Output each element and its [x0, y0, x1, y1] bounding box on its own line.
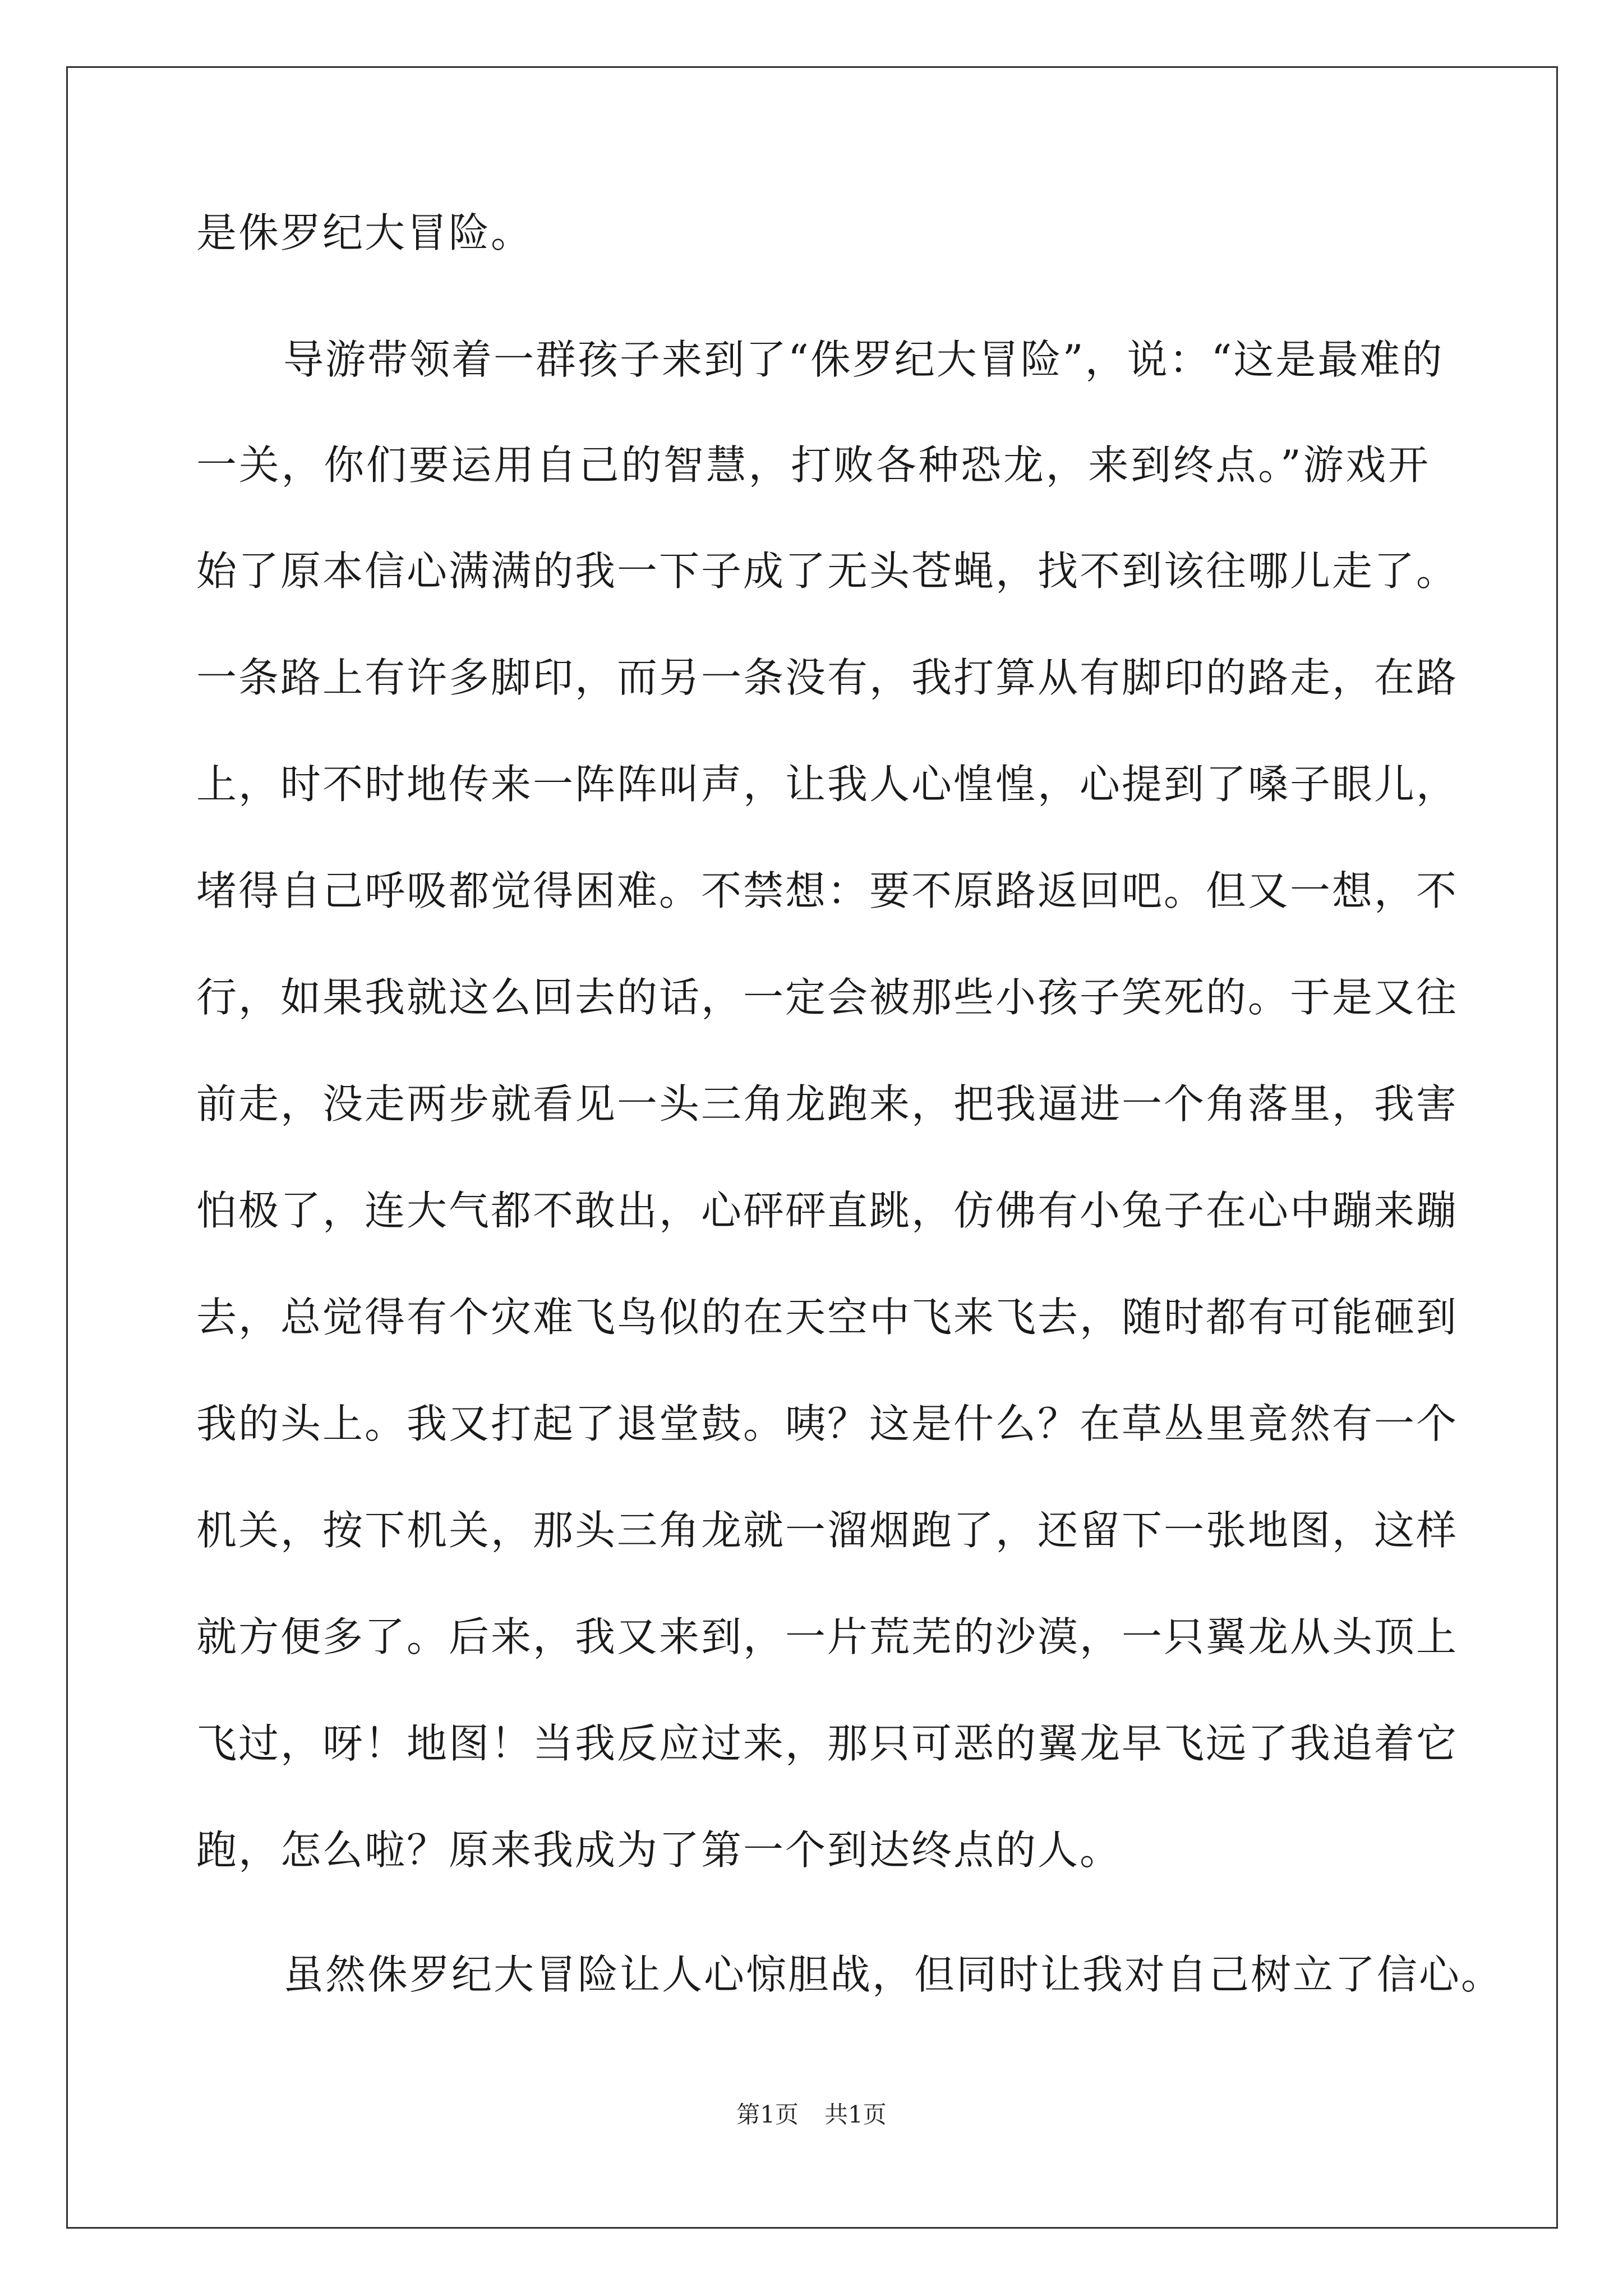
text-line-3: 一关，你们要运用自己的智慧，打败各种恐龙，来到终点。”游戏开	[196, 441, 1430, 489]
page-border	[66, 66, 1558, 2229]
text-line-9: 前走，没走两步就看见一头三角龙跑来，把我逼进一个角落里，我害	[196, 1080, 1459, 1128]
text-line-4: 始了原本信心满满的我一下子成了无头苍蝇，找不到该往哪儿走了。	[196, 547, 1459, 595]
text-line-10: 怕极了，连大气都不敢出，心砰砰直跳，仿佛有小兔子在心中蹦来蹦	[196, 1187, 1459, 1234]
page-number: 第1页	[736, 2101, 799, 2128]
text-line-11: 去，总觉得有个灾难飞鸟似的在天空中飞来飞去，随时都有可能砸到	[196, 1294, 1459, 1341]
text-line-15: 飞过，呀！地图！当我反应过来，那只可恶的翼龙早飞远了我追着它	[196, 1720, 1459, 1767]
text-line-13: 机关，按下机关，那头三角龙就一溜烟跑了，还留下一张地图，这样	[196, 1507, 1459, 1554]
page-total: 共1页	[824, 2101, 887, 2128]
text-line-14: 就方便多了。后来，我又来到，一片荒芜的沙漠，一只翼龙从头顶上	[196, 1613, 1459, 1660]
text-line-16: 跑，怎么啦？原来我成为了第一个到达终点的人。	[196, 1826, 1122, 1874]
text-line-1: 是侏罗纪大冒险。	[196, 209, 533, 256]
text-line-2: 导游带领着一群孩子来到了“侏罗纪大冒险”，说：“这是最难的	[283, 336, 1444, 383]
text-line-12: 我的头上。我又打起了退堂鼓。咦？这是什么？在草丛里竟然有一个	[196, 1400, 1459, 1447]
text-line-7: 堵得自己呼吸都觉得困难。不禁想：要不原路返回吧。但又一想，不	[196, 867, 1459, 914]
text-line-6: 上，时不时地传来一阵阵叫声，让我人心惶惶，心提到了嗓子眼儿，	[196, 761, 1459, 808]
text-line-8: 行，如果我就这么回去的话，一定会被那些小孩子笑死的。于是又往	[196, 974, 1459, 1021]
text-line-5: 一条路上有许多脚印，而另一条没有，我打算从有脚印的路走，在路	[196, 654, 1459, 701]
text-line-17: 虽然侏罗纪大冒险让人心惊胆战，但同时让我对自己树立了信心。	[283, 1951, 1504, 1998]
page-footer	[0, 2099, 1623, 2131]
